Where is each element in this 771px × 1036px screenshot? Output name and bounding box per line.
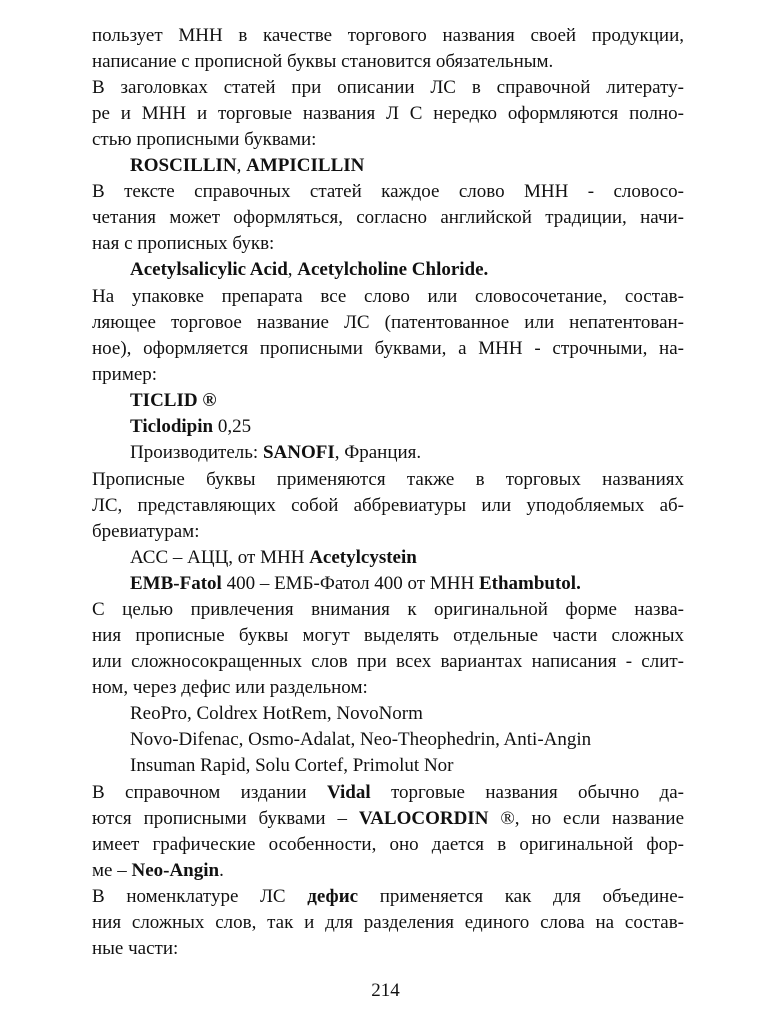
- text-run: ме –: [92, 860, 132, 881]
- text-run: Прописные буквы применяются также в торговых названиях: [92, 469, 684, 490]
- text-run: ,: [236, 155, 247, 176]
- text-line: [130, 440, 421, 466]
- text-line: [92, 936, 178, 962]
- text-line: [92, 362, 157, 388]
- bold-text-run: TICLID ®: [130, 390, 217, 411]
- bold-text-run: Acetylcholine Chloride.: [297, 259, 489, 280]
- text-line: [130, 414, 251, 440]
- text-run: ния сложных слов, так и для разделения единого слова на состав-: [92, 912, 684, 933]
- text-line: [130, 388, 217, 414]
- text-run: пример:: [92, 364, 158, 385]
- text-line: [92, 623, 684, 649]
- text-run: пользует МНН в качестве торгового названия своей продукции,: [92, 25, 684, 46]
- text-run: ния прописные буквы могут выделять отдельные части сложных: [92, 625, 684, 646]
- text-line: [130, 727, 591, 753]
- text-run: В заголовках статей при описании ЛС в справочной литерату-: [92, 77, 684, 98]
- text-run: применяется как для объедине-: [358, 886, 684, 907]
- text-run: Novo-Difenac, Osmo-Adalat, Neo-Theophedrin, Anti-Angin: [130, 729, 592, 750]
- text-run: ное), оформляется прописными буквами, а МНН - строчными, на-: [92, 338, 684, 359]
- text-run: ются прописными буквами –: [92, 808, 359, 829]
- bold-text-run: Neo-Angin: [131, 860, 220, 881]
- text-line: [92, 23, 684, 49]
- text-run: ляющее торговое название ЛС (патентованное или непатентован-: [92, 312, 684, 333]
- text-run: или сложносокращенных слов при всех вариантах написания - слит-: [92, 651, 684, 672]
- text-run: В номенклатуре ЛС: [92, 886, 308, 907]
- text-run: бревиатурам:: [92, 521, 200, 542]
- text-run: В справочном издании: [92, 782, 327, 803]
- text-run: .: [219, 860, 224, 881]
- text-line: [92, 336, 684, 362]
- text-line: [92, 49, 553, 75]
- text-line: [92, 179, 684, 205]
- text-run: , Франция.: [334, 442, 422, 463]
- text-line: [92, 675, 368, 701]
- bold-text-run: Vidal: [326, 782, 371, 803]
- text-run: торговые названия обычно да-: [370, 782, 684, 803]
- text-run: 400 – ЕМБ-Фатол 400 от МНН: [221, 573, 479, 594]
- text-line: [130, 153, 364, 179]
- text-line: [92, 806, 684, 832]
- bold-text-run: ROSCILLIN: [130, 155, 237, 176]
- text-run: ,: [287, 259, 298, 280]
- text-line: [92, 597, 684, 623]
- text-line: [130, 545, 417, 571]
- text-line: [92, 231, 274, 257]
- text-run: С целью привлечения внимания к оригинальной форме назва-: [92, 599, 684, 620]
- text-line: [92, 467, 684, 493]
- text-line: [92, 75, 684, 101]
- text-line: [92, 284, 684, 310]
- text-line: [92, 780, 684, 806]
- text-line: [92, 910, 684, 936]
- text-run: имеет графические особенности, оно дается в оригинальной фор-: [92, 834, 684, 855]
- text-run: ReoPro, Coldrex HotRem, NovoNorm: [130, 703, 423, 724]
- text-run: Производитель:: [130, 442, 263, 463]
- text-line: [92, 884, 684, 910]
- text-run: ®, но если название: [488, 808, 684, 829]
- text-run: стью прописными буквами:: [92, 129, 317, 150]
- text-run: Insuman Rapid, Solu Cortef, Primolut Nor: [130, 755, 454, 776]
- text-run: четания может оформляться, согласно английской традиции, начи-: [92, 207, 684, 228]
- text-line: [92, 832, 684, 858]
- text-line: [92, 205, 684, 231]
- text-line: [92, 649, 684, 675]
- text-run: ре и МНН и торговые названия Л С нередко оформляются полно-: [92, 103, 684, 124]
- bold-text-run: VALOCORDIN: [358, 808, 489, 829]
- text-line: [92, 101, 684, 127]
- bold-text-run: SANOFI: [262, 442, 335, 463]
- text-run: На упаковке препарата все слово или словосочетание, состав-: [92, 286, 684, 307]
- text-run: ные части:: [92, 938, 179, 959]
- text-line: [130, 571, 581, 597]
- text-run: ЛС, представляющих собой аббревиатуры или уподобляемых аб-: [92, 495, 684, 516]
- text-line: [92, 310, 684, 336]
- bold-text-run: AMPICILLIN: [246, 155, 365, 176]
- bold-text-run: дефис: [307, 886, 359, 907]
- text-run: ная с прописных букв:: [92, 233, 275, 254]
- bold-text-run: Ethambutol.: [478, 573, 581, 594]
- text-line: [92, 127, 316, 153]
- text-run: 0,25: [213, 416, 252, 437]
- text-line: [130, 701, 423, 727]
- text-line: [130, 257, 488, 283]
- text-run: АСС – АЦЦ, от МНН: [130, 547, 310, 568]
- page-number: 214: [371, 980, 400, 1001]
- bold-text-run: EMB-Fatol: [130, 573, 222, 594]
- text-run: В тексте справочных статей каждое слово МНН - словосо-: [92, 181, 684, 202]
- bold-text-run: Ticlodipin: [130, 416, 214, 437]
- text-line: [92, 858, 224, 884]
- bold-text-run: Acetylsalicylic Acid: [130, 259, 288, 280]
- text-run: ном, через дефис или раздельном:: [92, 677, 368, 698]
- bold-text-run: Acetylcystein: [309, 547, 417, 568]
- text-line: [92, 519, 199, 545]
- text-line: [130, 753, 454, 779]
- text-run: написание с прописной буквы становится обязательным.: [92, 51, 554, 72]
- text-line: [92, 493, 684, 519]
